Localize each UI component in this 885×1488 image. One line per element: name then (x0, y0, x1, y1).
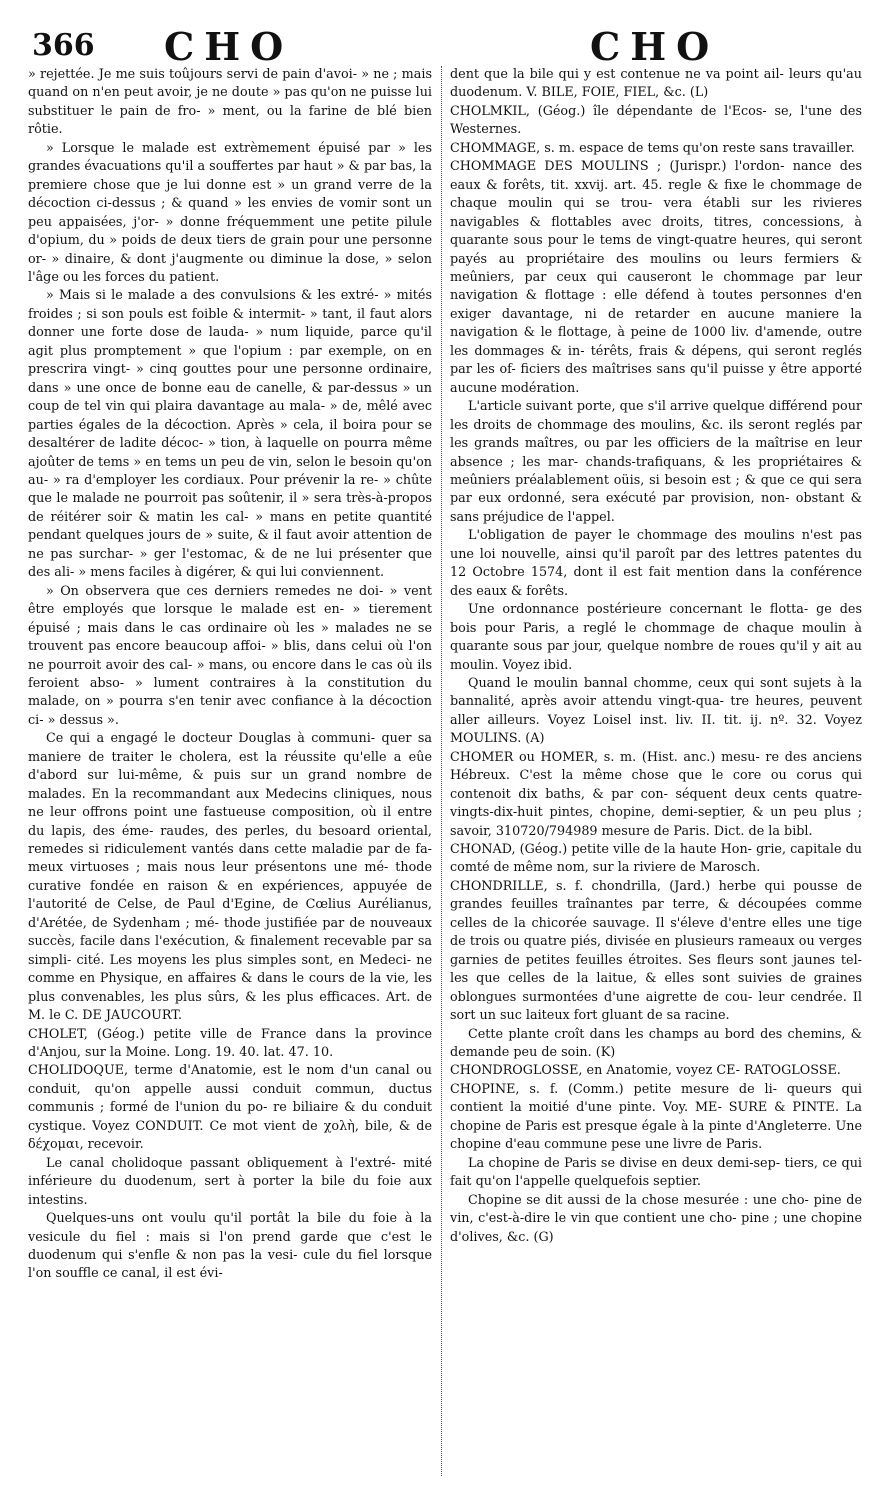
paragraph: Cette plante croît dans les champs au bord des chemins, & demande peu de soin. (K) (450, 1026, 862, 1061)
entry-chopine: CHOPINE, s. f. (Comm.) petite mesure de li- queurs qui contient la moitié d'une pinte. Voy. ME- SURE & PINTE. La chopine de Paris est presque égale à la pinte d'Angleterre. Une chopine d'eau commune pese une livre de Paris. (450, 1081, 862, 1153)
paragraph: » rejettée. Je me suis toûjours servi de pain d'avoi- » ne ; mais quand on n'en peut avoir, je ne doute » pas qu'on ne puisse lui substituer le pain de fro- » ment, ou la farine de blé bien rôtie. (28, 67, 432, 138)
paragraph: Le canal cholidoque passant obliquement à l'extré- mité inférieure du duodenum, sert à porter la bile du foie aux intestins. (28, 1155, 432, 1208)
paragraph: » Lorsque le malade est extrèmement épuisé par » les grandes évacuations qu'il a souffertes par haut » & par bas, la premiere chose que je lui donne est » un grand verre de la décoction ci-dessus ; & quand » les envies de vomir sont un peu appaisées, j'or- » donne fréquemment une petite pilule d'opium, du » poids de deux tiers de grain pour une personne or- » dinaire, & dont j'augmente ou diminue la dose, » selon l'âge ou les forces du patient. (28, 140, 432, 285)
paragraph: L'article suivant porte, que s'il arrive quelque différend pour les droits de chommage des moulins, &c. ils seront reglés par les grands maîtres, ou par les officiers de la maîtrise en leur absence ; les mar- chands-trafiquans, & les propriétaires & meûniers préalablement oüis, si besoin est ; & que ce qui sera par eux ordonné, sera exécuté par provision, non- obstant & sans préjudice de l'appel. (450, 399, 862, 525)
column-divider (441, 66, 443, 1476)
entry-cholidoque: CHOLIDOQUE, terme d'Anatomie, est le nom d'un canal ou conduit, qu'on appelle aussi conduit commun, ductus communis ; formé de l'union du po- re biliaire & du conduit cystique. Voyez CONDUIT. Ce mot vient de χολὴ, bile, & de δέχομαι, recevoir. (28, 1063, 432, 1153)
paragraph: » Mais si le malade a des convulsions & les extré- » mités froides ; si son pouls est foible & intermit- » tant, il faut alors donner une forte dose de lauda- » num liquide, parce qu'il agit plus promptement » que l'opium : par exemple, on en prescrira vingt- » cinq gouttes pour une personne ordinaire, dans » une once de bonne eau de canelle, & par-dessus » un coup de tel vin qui plaira davantage au mala- » de, mêlé avec parties égales de la décoction. Après » cela, il boira pour se desaltérer de ladite décoc- » tion, à laquelle on pourra même ajoûter de tems » en tems un peu de vin, selon le besoin qu'on au- » ra d'employer les cordiaux. Pour prévenir la re- » chûte que le malade ne pourroit pas soûtenir, il » sera très-à-propos de réitérer soir & matin les cal- » mans en petite quantité pendant quelques jours de » suite, & il faut avoir attention de ne pas surchar- » ger l'estomac, & de ne lui présenter que des ali- » mens faciles à digérer, & qui lui conviennent. (28, 288, 432, 581)
entry-chomer: CHOMER ou HOMER, s. m. (Hist. anc.) mesu- re des anciens Hébreux. C'est la même chose que le core ou corus qui contenoit dix baths, & par con- séquent deux cents quatre-vingts-dix-huit pintes, chopine, demi-septier, & un peu plus ; savoir, 310720/794989 mesure de Paris. Dict. de la bibl. (450, 749, 862, 839)
entry-chommage-des-moulins: CHOMMAGE DES MOULINS ; (Jurispr.) l'ordon- nance des eaux & forêts, tit. xxvij. art. 45. regle & fixe le chommage de chaque moulin qui se trou- vera établi sur les rivieres navigables & flottables avec droits, titres, concessions, à quarante sous pour le tems de vingt-quatre heures, qui seront payés au propriétaire des moulins ou leurs fermiers & meûniers, par ceux qui causeront le chommage par leur navigation & flottage : elle défend à toutes personnes d'en exiger davantage, ni de retarder en aucune maniere la navigation & le flottage, à peine de 1000 liv. d'amende, outre les dommages & in- térêts, frais & dépens, qui seront reglés par les of- ficiers des maîtrises sans qu'il puisse y être apporté aucune modération. (450, 159, 862, 396)
right-column (450, 66, 862, 1480)
paragraph: Une ordonnance postérieure concernant le flotta- ge des bois pour Paris, a reglé le chommage de chaque moulin à quarante sous par jour, quelque nombre de roues qu'il y ait au moulin. Voyez ibid. (450, 602, 862, 673)
paragraph: L'obligation de payer le chommage des moulins n'est pas une loi nouvelle, ainsi qu'il paroît par des lettres patentes du 12 Octobre 1574, dont il est fait mention dans la conférence des eaux & forêts. (450, 528, 862, 599)
page-number: 366 (32, 28, 95, 63)
entry-chondroglosse: CHONDROGLOSSE, en Anatomie, voyez CE- RATOGLOSSE. (450, 1063, 841, 1079)
paragraph: La chopine de Paris se divise en deux demi-sep- tiers, ce qui fait qu'on l'appelle quelquefois septier. (450, 1155, 862, 1190)
headword-right: CHO (590, 24, 720, 69)
paragraph: Quand le moulin bannal chomme, ceux qui sont sujets à la bannalité, après avoir attendu vingt-qua- tre heures, peuvent aller ailleurs. Voyez Loisel inst. liv. II. tit. ij. nº. 32. Voyez MOULINS. (A) (450, 675, 862, 747)
entry-chommage: CHOMMAGE, s. m. espace de tems qu'on reste sans travailler. (450, 140, 855, 156)
entry-cholmkil: CHOLMKIL, (Géog.) île dépendante de l'Ecos- se, l'une des Westernes. (450, 103, 862, 138)
paragraph: Ce qui a engagé le docteur Douglas à communi- quer sa maniere de traiter le cholera, est la réussite qu'elle a eûe d'abord sur lui-même, & puis sur un grand nombre de malades. En la recommandant aux Medecins cliniques, nous ne leur offrons point une fastueuse composition, où il entre du lapis, des éme- raudes, des perles, du besoard oriental, remedes si ridiculement vantés dans cette maladie par de fa- meux virtuoses ; mais nous leur présentons une mé- thode curative fondée en raison & en expériences, appuyée de l'autorité de Celse, de Paul d'Egine, de Cœlius Aurélianus, d'Arétée, de Sydenham ; mé- thode justifiée par de nouveaux succès, facile dans l'exécution, & finalement recevable par sa simpli- cité. Les moyens les plus simples sont, en Medeci- ne comme en Physique, en affaires & dans le cours de la vie, les plus convenables, les plus sûrs, & les plus efficaces. Art. de M. le C. DE JAUCOURT. (28, 731, 432, 1024)
entry-cholet: CHOLET, (Géog.) petite ville de France dans la province d'Anjou, sur la Moine. Long. 19. 40. lat. 47. 10. (28, 1026, 432, 1061)
running-head (28, 20, 860, 70)
paragraph: dent que la bile qui y est contenue ne va point ail- leurs qu'au duodenum. V. BILE, FOIE, FIEL, &c. (L) (450, 67, 862, 101)
paragraph: Chopine se dit aussi de la chose mesurée : une cho- pine de vin, c'est-à-dire le vin que contient une cho- pine ; une chopine d'olives, &c. (G) (450, 1192, 862, 1245)
entry-chonad: CHONAD, (Géog.) petite ville de la haute Hon- grie, capitale du comté de même nom, sur la riviere de Marosch. (450, 842, 862, 876)
headword-left: CHO (164, 24, 294, 69)
paragraph: » On observera que ces derniers remedes ne doi- » vent être employés que lorsque le malade est en- » tierement épuisé ; mais dans le cas ordinaire où les » malades ne se trouvent pas encore beaucoup affoi- » blis, dans celui où l'on ne pourroit avoir des cal- » mans, ou encore dans le cas où ils feroient abso- » lument contraires à la constitution du malade, on » pourra s'en tenir avec confiance à la décoction ci- » dessus ». (28, 583, 432, 728)
paragraph: Quelques-uns ont voulu qu'il portât la bile du foie à la vesicule du fiel : mais si l'on prend garde que c'est le duodenum qui s'enfle & non pas la vesi- cule du fiel lorsque l'on souffle ce canal, il est évi- (28, 1211, 432, 1282)
entry-chondrille: CHONDRILLE, s. f. chondrilla, (Jard.) herbe qui pousse de grandes feuilles traînantes par terre, & découpées comme celles de la chicorée sauvage. Il s'éleve d'entre elles une tige de trois ou quatre piés, divisée en plusieurs rameaux ou verges garnies de petites feuilles étroites. Ses fleurs sont jaunes tel- les que celles de la laitue, & elles sont suivies de graines oblongues surmontées d'une aigrette de cou- leur cendrée. Il sort un suc laiteux fort gluant de sa racine. (450, 878, 862, 1024)
left-column (28, 66, 432, 1480)
